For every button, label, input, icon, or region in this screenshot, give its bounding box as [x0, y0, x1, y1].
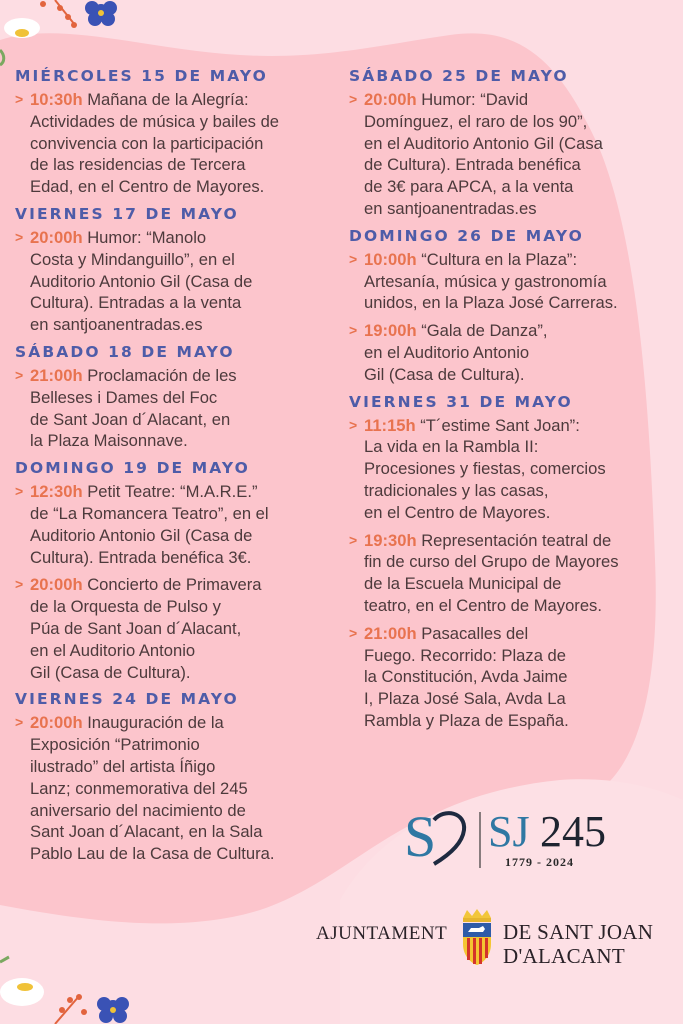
event-time: 11:15h: [364, 415, 416, 435]
event-text-line: [364, 530, 669, 552]
day-section: [349, 392, 669, 732]
event-text-line: de las residencias de Tercera: [30, 155, 246, 175]
event-text-line: en santjoanentradas.es: [364, 198, 537, 218]
event-text-line: Rambla y Plaza de España.: [364, 710, 569, 730]
years-range: 1779 - 2024: [505, 855, 574, 869]
event-text-line: convivencia con la participación: [30, 133, 264, 153]
event-title: Representación teatral de: [416, 530, 612, 550]
brand-number: 245: [540, 807, 606, 856]
event-text-line: Gil (Casa de Cultura).: [30, 662, 191, 682]
day-heading: DOMINGO 26 DE MAYO: [349, 226, 584, 245]
schedule-left-column: [15, 66, 325, 871]
council-words-right: [503, 920, 653, 968]
event-time: 20:00h: [30, 227, 83, 247]
day-section: [349, 226, 669, 386]
event-text-line: [30, 89, 325, 111]
event-time: 10:00h: [364, 249, 417, 269]
bullet-arrow-icon: >: [349, 416, 358, 433]
event-text-line: de “La Romancera Teatro”, en el: [30, 503, 269, 523]
event-text-line: Belleses i Dames del Foc: [30, 387, 218, 407]
event-text-line: [30, 574, 325, 596]
event-text-line: Exposición “Patrimonio: [30, 735, 200, 755]
day-heading: SÁBADO 18 DE MAYO: [15, 342, 235, 361]
day-heading: VIERNES 17 DE MAYO: [15, 204, 239, 223]
event-text-line: [364, 249, 669, 271]
event-text-line: la Plaza Maisonnave.: [30, 431, 188, 451]
event-item: [349, 623, 669, 732]
event-text-line: la Constitución, Avda Jaime: [364, 667, 568, 687]
event-item: [15, 574, 325, 683]
event-item: [349, 89, 669, 220]
event-item: [15, 712, 325, 865]
event-title: “Gala de Danza”,: [416, 321, 548, 341]
event-title: Humor: “David: [416, 90, 529, 109]
event-text-line: [30, 227, 325, 249]
event-text-line: en el Auditorio Antonio: [30, 640, 196, 660]
event-text-line: I, Plaza José Sala, Avda La: [364, 689, 566, 709]
day-section: [15, 342, 325, 452]
event-text-line: unidos, en la Plaza José Carreras.: [364, 293, 618, 313]
event-text-line: fin de curso del Grupo de Mayores: [364, 552, 619, 572]
day-section: [15, 66, 325, 198]
event-text-line: Actividades de música y bailes de: [30, 111, 280, 131]
event-text-line: en el Auditorio Antonio: [364, 342, 530, 362]
event-text-line: [30, 365, 325, 387]
day-section: [15, 204, 325, 336]
event-time: 21:00h: [364, 623, 417, 643]
event-text-line: Auditorio Antonio Gil (Casa de: [30, 525, 253, 545]
day-heading: DOMINGO 19 DE MAYO: [15, 459, 250, 478]
coat-of-arms-icon: [457, 908, 497, 966]
day-section: [349, 66, 669, 220]
event-text-line: [364, 320, 669, 342]
event-text-line: [364, 89, 669, 111]
event-title: Concierto de Primavera: [82, 575, 262, 595]
event-text-line: Lanz; conmemorativa del 245: [30, 778, 248, 798]
day-heading: VIERNES 31 DE MAYO: [349, 392, 573, 411]
event-time: 19:30h: [364, 530, 417, 550]
event-text-line: [30, 712, 325, 734]
brand-sj: SJ: [488, 807, 530, 856]
event-text-line: de la Orquesta de Pulso y: [30, 597, 221, 617]
event-text-line: Púa de Sant Joan d´Alacant,: [30, 618, 242, 638]
event-text-line: La vida en la Rambla II:: [364, 437, 539, 457]
day-section: [15, 689, 325, 865]
event-text-line: Fuego. Recorrido: Plaza de: [364, 645, 567, 665]
event-title: “T´estime Sant Joan”:: [415, 415, 580, 435]
event-text-line: Artesanía, música y gastronomía: [364, 271, 607, 291]
bullet-arrow-icon: >: [15, 576, 24, 593]
bullet-arrow-icon: >: [15, 228, 24, 245]
event-title: Proclamación de les: [82, 365, 237, 385]
bullet-arrow-icon: >: [349, 624, 358, 641]
event-text-line: [364, 415, 669, 437]
event-text-line: Sant Joan d´Alacant, en la Sala: [30, 822, 263, 842]
event-title: Pasacalles del: [416, 623, 529, 643]
bullet-arrow-icon: >: [15, 91, 24, 107]
council-line-2: D'ALACANT: [503, 944, 625, 968]
bullet-arrow-icon: >: [349, 91, 358, 107]
heart-curve: [434, 813, 464, 864]
bullet-arrow-icon: >: [349, 250, 358, 267]
event-time: 19:00h: [364, 321, 417, 341]
event-text-line: de Cultura). Entrada benéfica: [364, 155, 581, 175]
event-title: Humor: “Manolo: [82, 227, 207, 247]
event-item: [349, 320, 669, 385]
day-heading: SÁBADO 25 DE MAYO: [349, 67, 569, 85]
event-text-line: Edad, en el Centro de Mayores.: [30, 177, 265, 197]
event-text-line: aniversario del nacimiento de: [30, 800, 246, 820]
event-text-line: Cultura). Entrada benéfica 3€.: [30, 547, 252, 567]
event-text-line: Pablo Lau de la Casa de Cultura.: [30, 844, 275, 864]
event-item: [15, 89, 325, 198]
bullet-arrow-icon: >: [349, 322, 358, 339]
event-text-line: en el Centro de Mayores.: [364, 502, 551, 522]
event-title: “Cultura en la Plaza”:: [416, 249, 578, 269]
day-heading: MIÉRCOLES 15 DE MAYO: [15, 67, 268, 85]
bullet-arrow-icon: >: [15, 366, 24, 383]
event-time: 20:00h: [30, 713, 83, 733]
day-section: [15, 458, 325, 683]
bullet-arrow-icon: >: [349, 531, 358, 548]
event-item: [15, 481, 325, 568]
event-text-line: [30, 481, 325, 503]
event-text-line: de Sant Joan d´Alacant, en: [30, 409, 231, 429]
schedule-right-column: [349, 66, 669, 738]
heart-s-mark: S: [404, 806, 437, 869]
bullet-arrow-icon: >: [15, 714, 24, 731]
event-text-line: de la Escuela Municipal de: [364, 574, 562, 594]
event-text-line: en el Auditorio Antonio Gil (Casa: [364, 133, 603, 153]
event-item: [349, 415, 669, 524]
event-time: 20:00h: [364, 90, 417, 109]
event-title: Petit Teatre: “M.A.R.E.”: [82, 482, 258, 502]
event-text-line: Auditorio Antonio Gil (Casa de: [30, 271, 253, 291]
event-text-line: tradicionales y las casas,: [364, 480, 549, 500]
day-heading: VIERNES 24 DE MAYO: [15, 690, 239, 709]
event-title: Inauguración de la: [82, 713, 224, 733]
event-time: 21:00h: [30, 365, 83, 385]
bullet-arrow-icon: >: [15, 483, 24, 500]
event-text-line: en santjoanentradas.es: [30, 315, 203, 335]
event-time: 12:30h: [30, 482, 83, 502]
event-item: [15, 227, 325, 336]
event-text-line: Domínguez, el raro de los 90”,: [364, 111, 588, 131]
event-text-line: Costa y Mindanguillo”, en el: [30, 249, 235, 269]
event-text-line: ilustrado” del artista Íñigo: [30, 756, 216, 776]
sj245-anniversary-logo: [404, 806, 614, 872]
event-text-line: Cultura). Entradas a la venta: [30, 293, 242, 313]
event-title: Mañana de la Alegría:: [82, 90, 249, 109]
event-text-line: Gil (Casa de Cultura).: [364, 364, 525, 384]
event-item: [349, 249, 669, 314]
event-item: [349, 530, 669, 617]
council-line-1: DE SANT JOAN: [503, 920, 654, 944]
event-time: 20:00h: [30, 575, 83, 595]
event-time: 10:30h: [30, 90, 83, 109]
event-text-line: de 3€ para APCA, a la venta: [364, 177, 574, 197]
event-text-line: teatro, en el Centro de Mayores.: [364, 595, 602, 615]
council-word-left: AJUNTAMENT: [316, 923, 448, 944]
council-logo: [316, 908, 656, 970]
event-text-line: [364, 623, 669, 645]
event-item: [15, 365, 325, 452]
event-text-line: Procesiones y fiestas, comercios: [364, 459, 606, 479]
